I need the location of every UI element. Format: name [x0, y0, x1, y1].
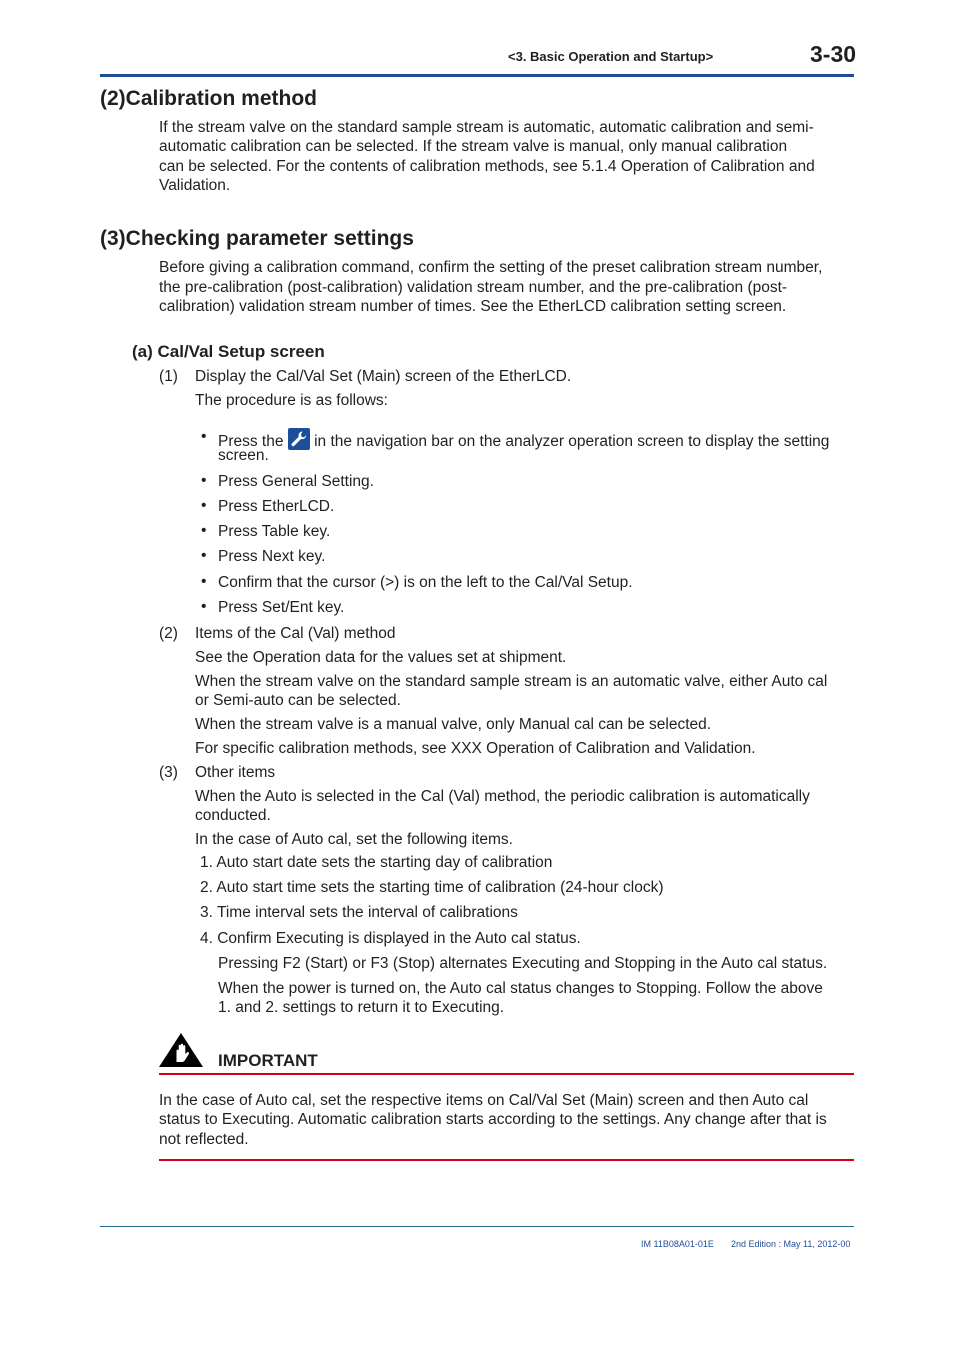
step-1-number: (1)	[159, 368, 178, 385]
bullet-text-cont: screen.	[218, 447, 269, 464]
section-3-line: calibration) validation stream number of times. See the EtherLCD calibration setting screen.	[159, 298, 787, 315]
step-2-line: When the stream valve is a manual valve, only Manual cal can be selected.	[195, 716, 712, 733]
bullet-item: Press Table key.	[218, 523, 331, 540]
doc-id: IM 11B08A01-01E	[641, 1239, 714, 1249]
step-3-line: conducted.	[195, 807, 271, 824]
bullet: •	[201, 497, 207, 514]
important-title: IMPORTANT	[218, 1051, 318, 1070]
numbered-item: 1. Auto start date sets the starting day of calibration	[200, 854, 553, 871]
section-2-line: If the stream valve on the standard sample stream is automatic, automatic calibration and semi-	[159, 119, 814, 136]
section-3-line: Before giving a calibration command, confirm the setting of the preset calibration stream number,	[159, 259, 823, 276]
bullet-text: Press the	[218, 433, 284, 450]
step-1-sub: The procedure is as follows:	[195, 392, 388, 409]
step-2-number: (2)	[159, 625, 178, 642]
subsection-a-title: (a) Cal/Val Setup screen	[132, 342, 325, 361]
warning-hand-icon	[158, 1032, 204, 1068]
numbered-item: 3. Time interval sets the interval of calibrations	[200, 904, 518, 921]
bullet: •	[201, 547, 207, 564]
step-2-text: Items of the Cal (Val) method	[195, 625, 396, 642]
bullet: •	[201, 598, 207, 615]
section-2-line: can be selected. For the contents of calibration methods, see 5.1.4 Operation of Calibration and	[159, 158, 815, 175]
bullet-item: Press EtherLCD.	[218, 498, 335, 515]
important-line: In the case of Auto cal, set the respective items on Cal/Val Set (Main) screen and then Auto cal	[159, 1092, 809, 1109]
step-3-line: When the Auto is selected in the Cal (Val) method, the periodic calibration is automatically	[195, 788, 810, 805]
step-2-line: For specific calibration methods, see XXX Operation of Calibration and Validation.	[195, 740, 756, 757]
bullet: •	[201, 522, 207, 539]
section-3-line: the pre-calibration (post-calibration) validation stream number, and the pre-calibration (post-	[159, 279, 788, 296]
bullet-item	[218, 428, 829, 452]
step-3-number: (3)	[159, 764, 178, 781]
page-number: 3-30	[810, 41, 857, 67]
numbered-item-note: Pressing F2 (Start) or F3 (Stop) alternates Executing and Stopping in the Auto cal status.	[218, 955, 828, 972]
section-2-line: Validation.	[159, 177, 231, 194]
section-2-title: (2)Calibration method	[100, 87, 318, 110]
important-line: status to Executing. Automatic calibration starts according to the settings. Any change after that is	[159, 1111, 827, 1128]
numbered-item: 2. Auto start time sets the starting time of calibration (24-hour clock)	[200, 879, 664, 896]
footer-rule	[100, 1226, 854, 1227]
bullet-item: Press General Setting.	[218, 473, 374, 490]
step-2-line: When the stream valve on the standard sample stream is an automatic valve, either Auto cal	[195, 673, 828, 690]
bullet-item: Press Next key.	[218, 548, 326, 565]
bullet: •	[201, 472, 207, 489]
bullet-text: in the navigation bar on the analyzer operation screen to display the setting	[314, 433, 830, 450]
bullet-item: Press Set/Ent key.	[218, 599, 345, 616]
section-2-line: automatic calibration can be selected. If the stream valve is manual, only manual calibration	[159, 138, 788, 155]
step-3-text: Other items	[195, 764, 276, 781]
important-line: not reflected.	[159, 1131, 249, 1148]
numbered-item-note: 1. and 2. settings to return it to Executing.	[218, 999, 505, 1016]
important-bottom-rule	[159, 1159, 854, 1161]
chapter-header: <3. Basic Operation and Startup>	[508, 49, 714, 64]
step-1-text: Display the Cal/Val Set (Main) screen of the EtherLCD.	[195, 368, 572, 385]
wrench-icon	[288, 428, 310, 450]
edition: 2nd Edition : May 11, 2012-00	[731, 1239, 851, 1249]
important-top-rule	[159, 1073, 854, 1075]
numbered-item: 4. Confirm Executing is displayed in the Auto cal status.	[200, 930, 581, 947]
numbered-item-note: When the power is turned on, the Auto cal status changes to Stopping. Follow the above	[218, 980, 823, 997]
bullet: •	[201, 428, 207, 445]
bullet-item: Confirm that the cursor (>) is on the left to the Cal/Val Setup.	[218, 574, 633, 591]
step-2-line: See the Operation data for the values set at shipment.	[195, 649, 567, 666]
step-2-line: or Semi-auto can be selected.	[195, 692, 401, 709]
header-rule	[100, 74, 854, 77]
section-3-title: (3)Checking parameter settings	[100, 227, 414, 250]
bullet: •	[201, 573, 207, 590]
step-3-line: In the case of Auto cal, set the following items.	[195, 831, 513, 848]
